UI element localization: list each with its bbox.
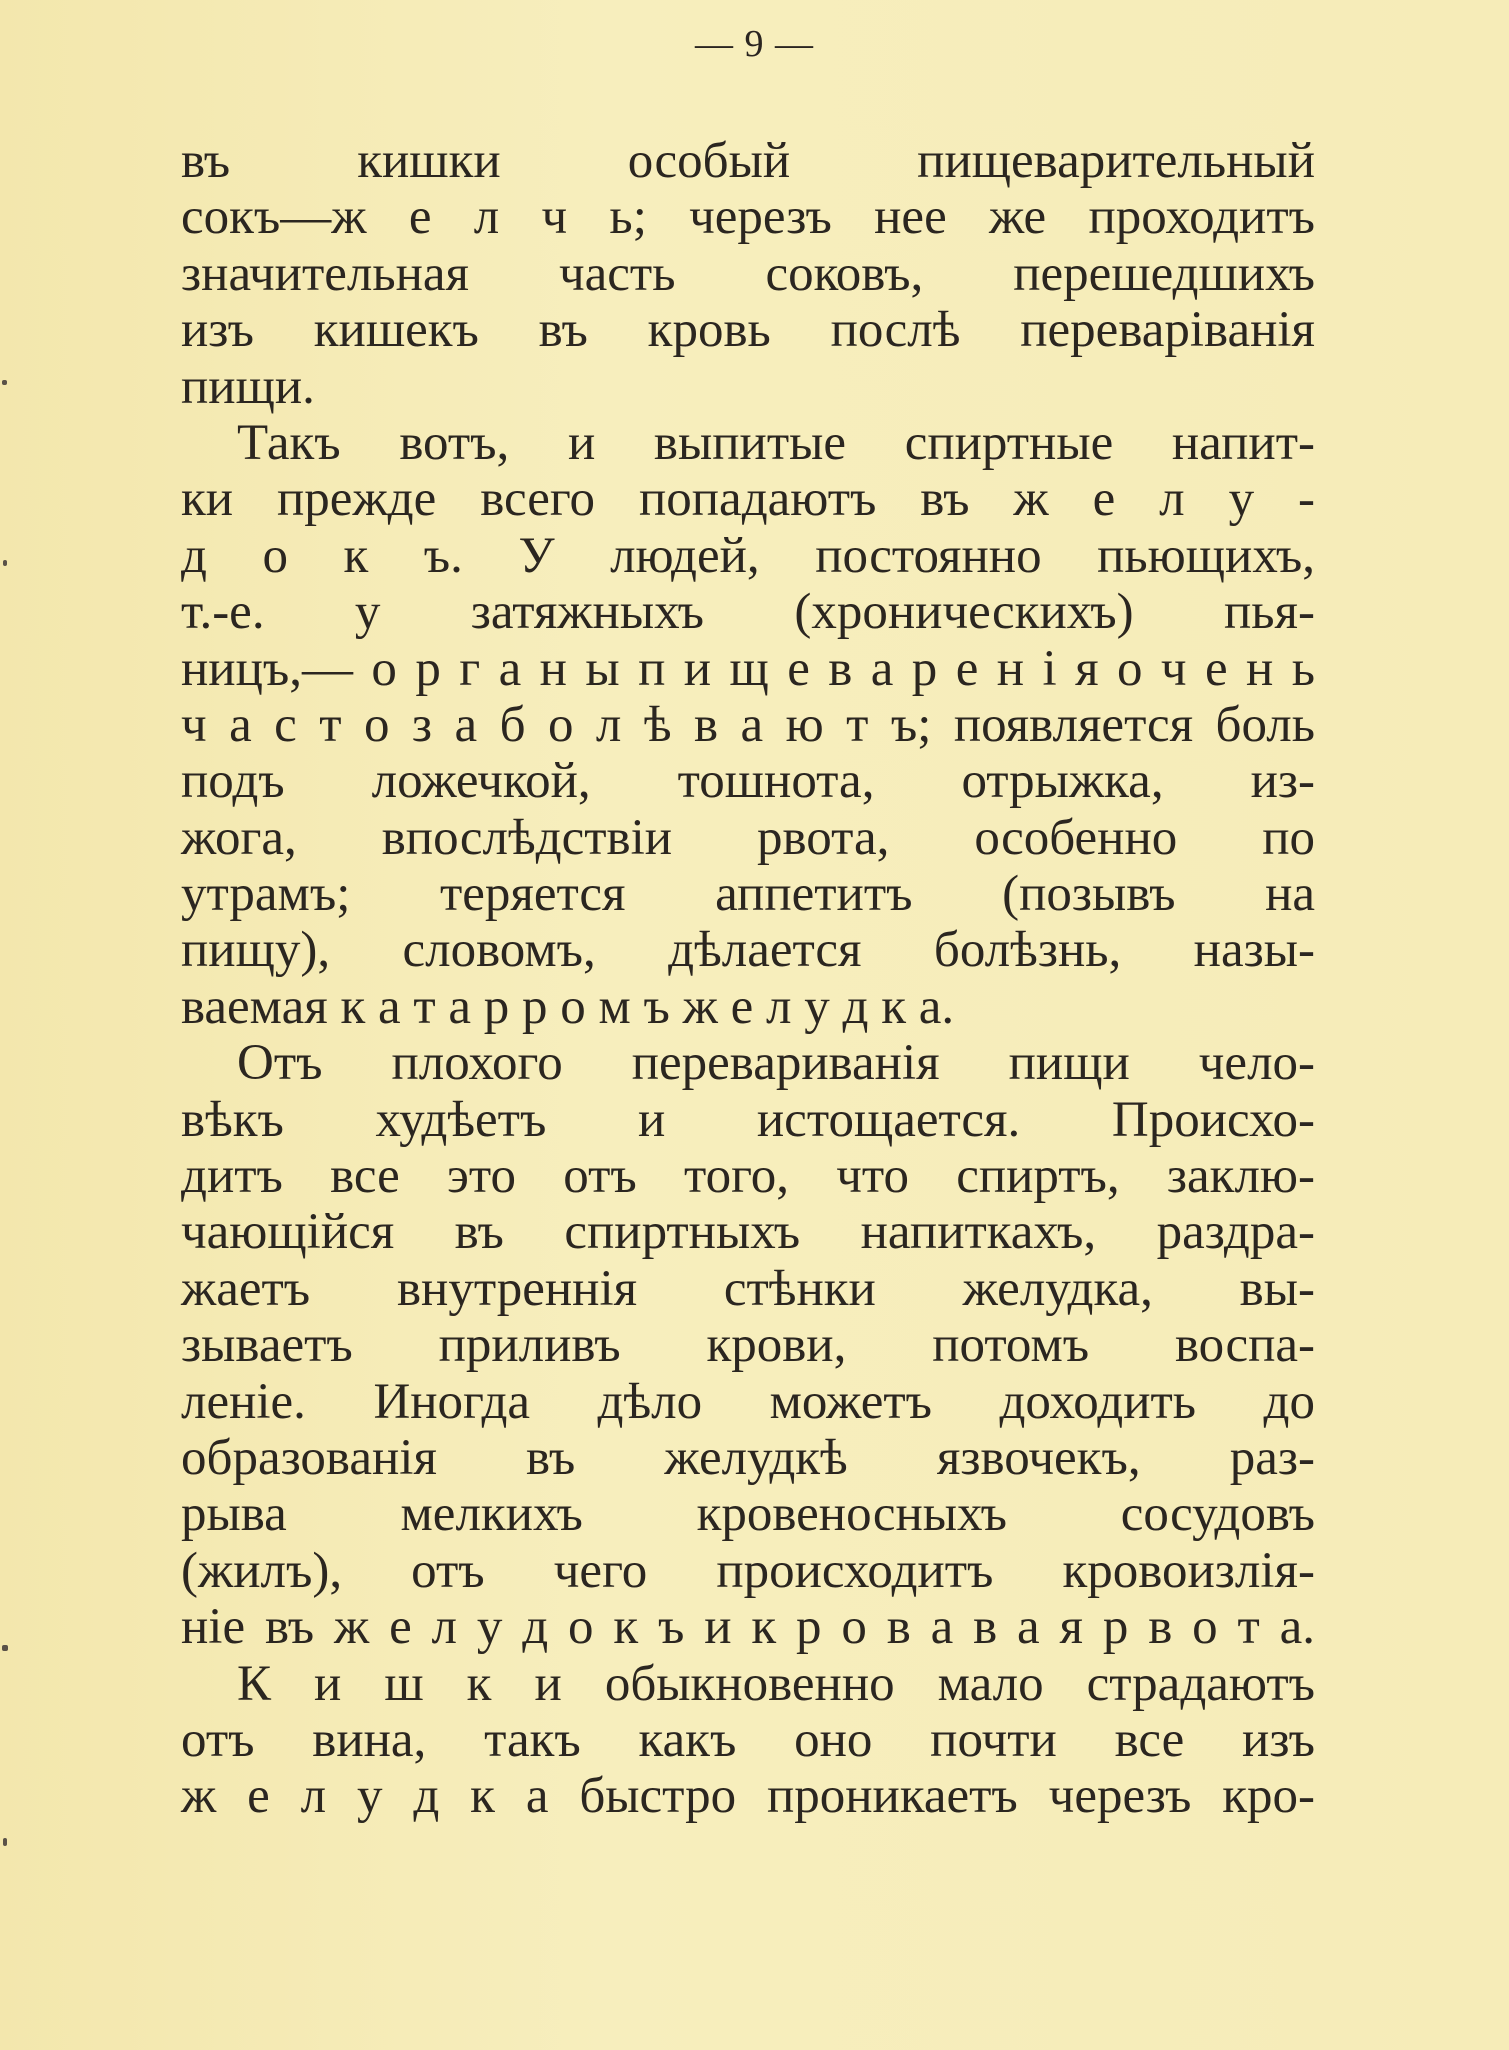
text-line: ницъ,— о р г а н ы п и щ е в а р е н і я о ч е н ь [181,640,1315,697]
text-line: жога, впослѣдствіи рвота, особенно по [181,809,1315,866]
text-line: дитъ все это отъ того, что спиртъ, заклю- [181,1148,1315,1205]
text-line: рыва мелкихъ кровеносныхъ сосудовъ [181,1486,1315,1543]
text-line: пищу), словомъ, дѣлается болѣзнь, назы- [181,922,1315,979]
paragraph [181,133,1315,415]
text-line: въ кишки особый пищеварительный [181,133,1315,189]
text-line: отъ вина, такъ какъ оно почти все изъ [181,1711,1315,1768]
text-line: чающійся въ спиртныхъ напиткахъ, раздра- [181,1204,1315,1261]
text-line: изъ кишекъ въ кровь послѣ переваріванія [181,302,1315,359]
text-line: Такъ вотъ, и выпитые спиртные напит- [237,414,1315,471]
margin-speck [2,1645,8,1651]
text-line: Отъ плохого перевариванія пищи чело- [237,1035,1315,1092]
page-number: — 9 — [695,23,814,65]
paragraph [181,415,1315,1035]
body-text [181,133,1315,1825]
text-line: К и ш к и обыкновенно мало страдаютъ [237,1655,1315,1712]
margin-speck [3,1838,7,1846]
text-line: образованія въ желудкѣ язвочекъ, раз- [181,1429,1315,1486]
text-line: леніе. Иногда дѣло можетъ доходить до [181,1373,1315,1430]
paragraph [181,1035,1315,1655]
text-line: сокъ—ж е л ч ь; черезъ нее же проходитъ [181,189,1315,246]
text-line: ки прежде всего попадаютъ въ ж е л у - [181,471,1315,528]
text-line: зываетъ приливъ крови, потомъ воспа- [181,1317,1315,1374]
text-line: ч а с т о з а б о л ѣ в а ю т ъ; появляется боль [181,696,1315,753]
margin-speck [3,560,7,566]
text-line: ваемая к а т а р р о м ъ ж е л у д к а. [181,978,955,1035]
text-line: подъ ложечкой, тошнота, отрыжка, из- [181,753,1315,810]
text-line: вѣкъ худѣетъ и истощается. Происхо- [181,1091,1315,1148]
text-line: ніе въ ж е л у д о к ъ и к р о в а в а я р в о т а. [181,1599,1315,1656]
text-line: утрамъ; теряется аппетитъ (позывъ на [181,866,1315,923]
text-line: пищи. [181,358,315,415]
text-line: значительная часть соковъ, перешедшихъ [181,245,1315,302]
text-line: ж е л у д к а быстро проникаетъ черезъ кро- [181,1768,1315,1825]
text-line: т.-е. у затяжныхъ (хроническихъ) пья- [181,584,1315,641]
text-line: (жилъ), отъ чего происходитъ кровоизлія- [181,1542,1315,1599]
text-line: жаетъ внутреннія стѣнки желудка, вы- [181,1260,1315,1317]
margin-speck [2,380,7,385]
text-line: д о к ъ. У людей, постоянно пьющихъ, [181,527,1315,584]
paragraph [181,1656,1315,1825]
